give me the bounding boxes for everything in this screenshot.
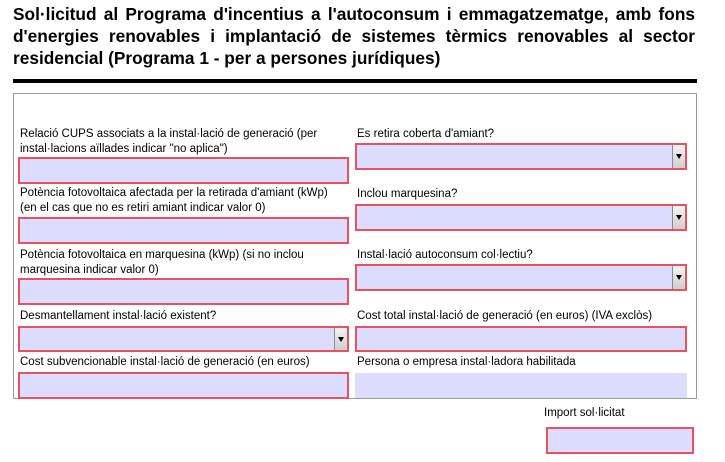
chevron-down-icon — [676, 215, 682, 220]
import-input-field[interactable] — [546, 427, 694, 454]
chevron-down-icon — [338, 337, 344, 342]
collective-value — [361, 266, 671, 289]
label-eligible-cost: Cost subvencionable instal·lació de generació (en euros) — [20, 356, 310, 368]
eligible-cost-input[interactable] — [20, 374, 347, 397]
label-pv-canopy: Potència fotovoltaica en marquesina (kWp) (si no inclou marquesina indicar valor 0) — [20, 249, 304, 276]
pv-canopy-input[interactable] — [20, 280, 347, 303]
asbestos-removal-dropdown-button[interactable] — [672, 145, 685, 168]
dismantling-dropdown-button[interactable] — [334, 328, 347, 350]
import-input[interactable] — [548, 429, 692, 452]
label-asbestos-removal: Es retira coberta d'amiant? — [357, 128, 495, 140]
installer-input-field[interactable] — [355, 373, 687, 398]
pv-canopy-input-field[interactable] — [18, 278, 349, 305]
dismantling-value — [24, 328, 333, 350]
asbestos-removal-value — [361, 145, 671, 168]
label-total-cost: Cost total instal·lació de generació (en euros) (IVA exclòs) — [357, 310, 653, 322]
pv-asbestos-input-field[interactable] — [18, 217, 349, 244]
label-import: Import sol·licitat — [544, 407, 625, 419]
label-collective: Instal·lació autoconsum col·lectiu? — [357, 249, 533, 261]
collective-dropdown-button[interactable] — [672, 266, 685, 289]
canopy-value — [361, 206, 671, 229]
asbestos-removal-dropdown[interactable] — [355, 143, 687, 170]
installer-input[interactable] — [355, 373, 687, 398]
cups-input-field[interactable] — [18, 157, 349, 184]
canopy-dropdown[interactable] — [355, 204, 687, 231]
chevron-down-icon — [676, 154, 682, 159]
eligible-cost-input-field[interactable] — [18, 372, 349, 399]
label-canopy: Inclou marquesina? — [357, 188, 458, 200]
label-pv-asbestos: Potència fotovoltaica afectada per la retirada d'amiant (kWp) (en el cas que no es retiri amiant indicar valor 0) — [20, 187, 328, 214]
form-title: Sol·licitud al Programa d'incentius a l'autoconsum i emmagatzematge, amb fons d'energies renovables i implantació de sistemes tèrmics renovables al sector residencial (Programa 1 - per a persones jurídiques) — [13, 4, 695, 68]
dismantling-dropdown[interactable] — [18, 326, 349, 352]
chevron-down-icon — [676, 275, 682, 280]
title-divider — [13, 79, 697, 83]
canopy-dropdown-button[interactable] — [672, 206, 685, 229]
total-cost-input[interactable] — [357, 328, 685, 350]
collective-dropdown[interactable] — [355, 264, 687, 291]
cups-input[interactable] — [20, 159, 347, 182]
label-cups: Relació CUPS associats a la instal·lació de generació (per instal·lacions aïllades indicar "no aplica") — [20, 128, 318, 155]
pv-asbestos-input[interactable] — [20, 219, 347, 242]
label-dismantling: Desmantellament instal·lació existent? — [20, 310, 217, 322]
label-installer: Persona o empresa instal·ladora habilitada — [357, 356, 576, 368]
total-cost-input-field[interactable] — [355, 326, 687, 352]
